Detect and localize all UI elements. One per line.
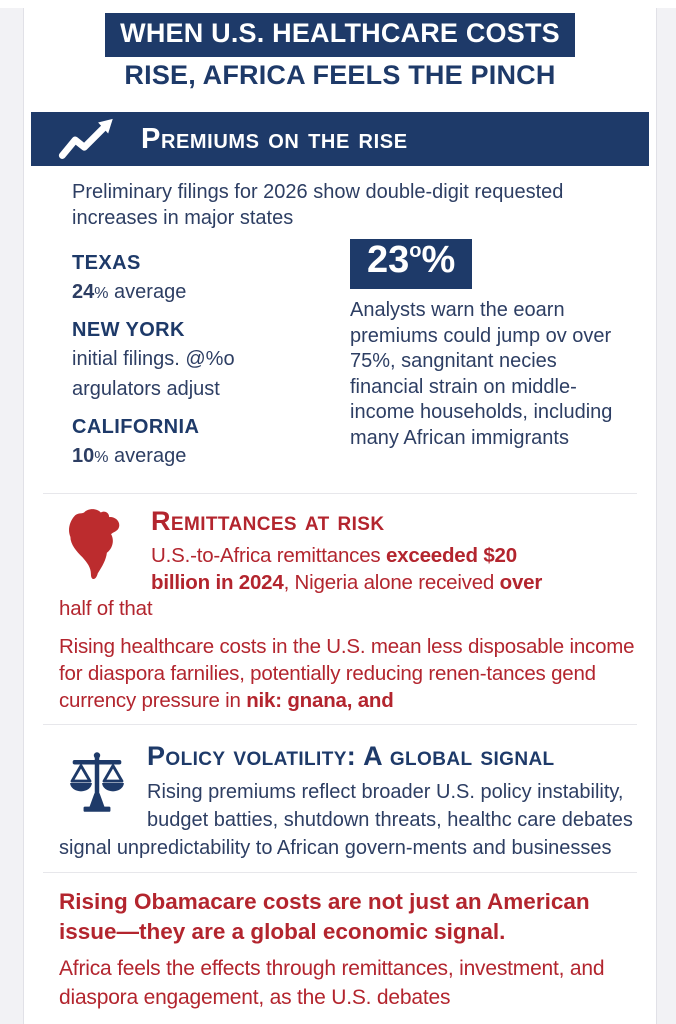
remittances-heading: Remittances at risk	[151, 506, 385, 536]
state-value: 10	[72, 445, 95, 467]
closing-statement: Rising Obamacare costs are not just an American issue—they are a global economic signal.	[59, 889, 590, 945]
policy-heading: Policy volatility: A global signal	[147, 741, 555, 772]
closing-section	[25, 873, 655, 1013]
state-name: NEW YORK	[72, 319, 185, 341]
lead-bold: exceeded $20 billion in 2024	[151, 544, 517, 594]
state-detail-line2: argulators adjust	[72, 378, 220, 400]
scales-of-justice-icon	[65, 739, 129, 827]
policy-section	[25, 725, 655, 862]
state-name: TEXAS	[72, 252, 141, 274]
stat-callout-box	[350, 239, 472, 289]
state-item-texas	[72, 252, 350, 305]
trend-up-arrow-icon	[57, 117, 119, 161]
premiums-columns	[72, 239, 635, 483]
stat-percent-sign: %	[421, 239, 456, 281]
state-note: average	[114, 281, 187, 303]
remittances-body	[59, 623, 643, 714]
state-detail	[72, 346, 350, 372]
premiums-banner	[31, 112, 649, 166]
analyst-note: Analysts warn the eoarn premiums could jump ov over 75%, sangnitant necies financial strain on middle-income households, including many African immigrants	[350, 299, 613, 449]
state-note: initial filings. @%o	[72, 348, 235, 370]
state-unit: %	[94, 285, 109, 302]
lead-text: half of that	[59, 597, 153, 621]
state-item-california	[72, 416, 350, 469]
state-note: average	[114, 445, 187, 467]
state-detail	[72, 279, 350, 305]
state-unit: %	[94, 449, 109, 466]
state-name: CALIFORNIA	[72, 416, 200, 438]
state-list	[72, 239, 350, 483]
state-value: 24	[72, 281, 95, 303]
premiums-intro: Preliminary filings for 2026 show double-digit requested increases in major states	[72, 181, 564, 229]
closing-body: Africa feels the effects through remittances, investment, and diaspora engagement, as the U.S. debates	[59, 956, 605, 1009]
right-gutter	[656, 8, 676, 1024]
body-text: Rising healthcare costs in the U.S. mean less disposable income for diaspora farnilies, potentially reducing renen-tances gend currency pressure in	[59, 634, 635, 713]
main-title-line1: WHEN U.S. HEALTHCARE COSTS	[120, 18, 560, 48]
infographic-card	[25, 0, 655, 1024]
main-title-box	[105, 13, 575, 57]
main-title-line2: RISE, AFRICA FEELS THE PINCH	[124, 60, 556, 90]
premiums-heading: Premiums on the rise	[141, 122, 408, 155]
lead-text: U.S.-to-Africa remittances	[151, 544, 386, 567]
stat-value: 23	[367, 239, 410, 281]
left-gutter	[0, 8, 24, 1024]
state-item-new-york	[72, 319, 350, 402]
remittances-section	[25, 494, 655, 714]
stat-superscript: o	[409, 240, 422, 262]
africa-map-icon	[59, 506, 135, 592]
lead-text: , Nigeria alone received	[283, 570, 500, 594]
state-detail	[72, 443, 350, 469]
lead-bold: over	[499, 570, 543, 594]
stat-column	[350, 239, 635, 483]
policy-body: Rising premiums reflect broader U.S. policy instability, budget batties, shutdown threats, healthc care debates signal unpredictability to African govern-ments and businesses	[59, 781, 633, 860]
body-bold: nik: gnana, and	[246, 689, 394, 713]
premiums-section	[25, 179, 655, 483]
